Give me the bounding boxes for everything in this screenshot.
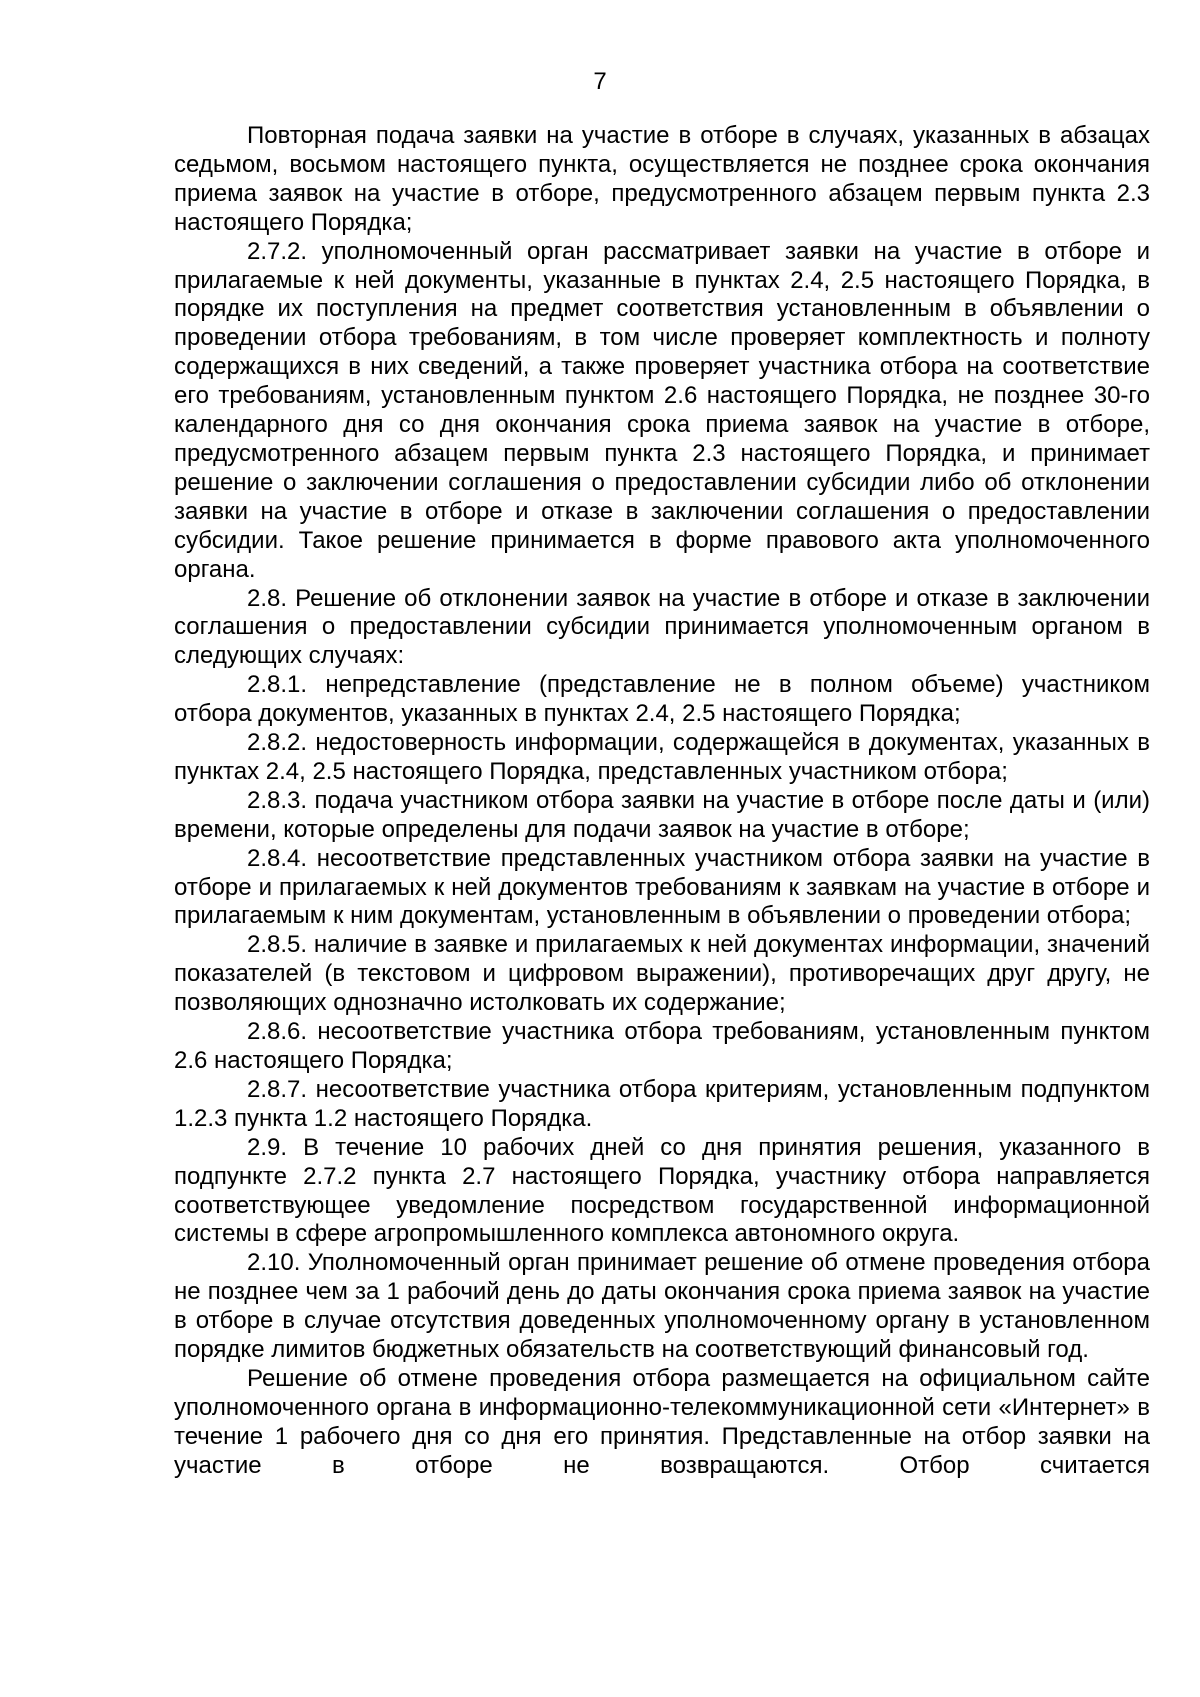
paragraph-2-9: 2.9. В течение 10 рабочих дней со дня принятия решения, указанного в подпункте 2.7.2 пункта 2.7 настоящего Порядка, участнику отбора направляется соответствующее уведомление посредством государственной информационной системы в сфере агропромышленного комплекса автономного округа.: [174, 1133, 1150, 1248]
paragraph-2-8: 2.8. Решение об отклонении заявок на участие в отборе и отказе в заключении соглашения о предоставлении субсидии принимается уполномоченным органом в следующих случаях:: [174, 584, 1150, 670]
paragraph-2-8-1: 2.8.1. непредставление (представление не в полном объеме) участником отбора документов, указанных в пунктах 2.4, 2.5 настоящего Порядка;: [174, 671, 1150, 728]
paragraph-2-8-5: 2.8.5. наличие в заявке и прилагаемых к ней документах информации, значений показателей (в текстовом и цифровом выражении), противоречащих друг другу, не позволяющих однозначно истолковать их содержание;: [174, 931, 1150, 1017]
paragraph-2-8-7: 2.8.7. несоответствие участника отбора критериям, установленным подпунктом 1.2.3 пункта 1.2 настоящего Порядка.: [174, 1075, 1150, 1132]
paragraph-2-8-2: 2.8.2. недостоверность информации, содержащейся в документах, указанных в пунктах 2.4, 2.5 настоящего Порядка, представленных участником отбора;: [174, 729, 1150, 785]
page-number: 7: [593, 68, 607, 95]
paragraph-2-8-3: 2.8.3. подача участником отбора заявки на участие в отборе после даты и (или) времени, которые определены для подачи заявок на участие в отборе;: [174, 786, 1150, 843]
paragraph-2-8-6: 2.8.6. несоответствие участника отбора требованиям, установленным пунктом 2.6 настоящего Порядка;: [174, 1018, 1150, 1074]
document-body: [174, 122, 1150, 1481]
paragraph-resubmission: Повторная подача заявки на участие в отборе в случаях, указанных в абзацах седьмом, восьмом настоящего пункта, осуществляется не позднее срока окончания приема заявок на участие в отборе, предусмотренного абзацем первым пункта 2.3 настоящего Порядка;: [174, 122, 1150, 236]
paragraph-2-10: 2.10. Уполномоченный орган принимает решение об отмене проведения отбора не позднее чем за 1 рабочий день до даты окончания срока приема заявок на участие в отборе в случае отсутствия доведенных уполномоченному органу в установленном порядке лимитов бюджетных обязательств на соответствующий финансовый год.: [174, 1249, 1150, 1364]
paragraph-2-8-4: 2.8.4. несоответствие представленных участником отбора заявки на участие в отборе и прилагаемых к ней документов требованиям к заявкам на участие в отборе и прилагаемым к ним документам, установленным в объявлении о проведении отбора;: [174, 844, 1150, 930]
paragraph-cancellation-notice: Решение об отмене проведения отбора размещается на официальном сайте уполномоченного органа в информационно-телекоммуникационной сети «Интернет» в течение 1 рабочего дня со дня его принятия. Представленные на отбор заявки на участие в отборе не возвращаются. Отбор считается: [174, 1364, 1150, 1479]
paragraph-2-7-2: 2.7.2. уполномоченный орган рассматривает заявки на участие в отборе и прилагаемые к ней документы, указанные в пунктах 2.4, 2.5 настоящего Порядка, в порядке их поступления на предмет соответствия установленным в объявлении о проведении отбора требованиям, в том числе проверяет комплектность и полноту содержащихся в них сведений, а также проверяет участника отбора на соответствие его требованиям, установленным пунктом 2.6 настоящего Порядка, не позднее 30-го календарного дня со дня окончания срока приема заявок на участие в отборе, предусмотренного абзацем первым пункта 2.3 настоящего Порядка, и принимает решение о заключении соглашения о предоставлении субсидии либо об отклонении заявки на участие в отборе и отказе в заключении соглашения о предоставлении субсидии. Такое решение принимается в форме правового акта уполномоченного органа.: [174, 237, 1150, 583]
